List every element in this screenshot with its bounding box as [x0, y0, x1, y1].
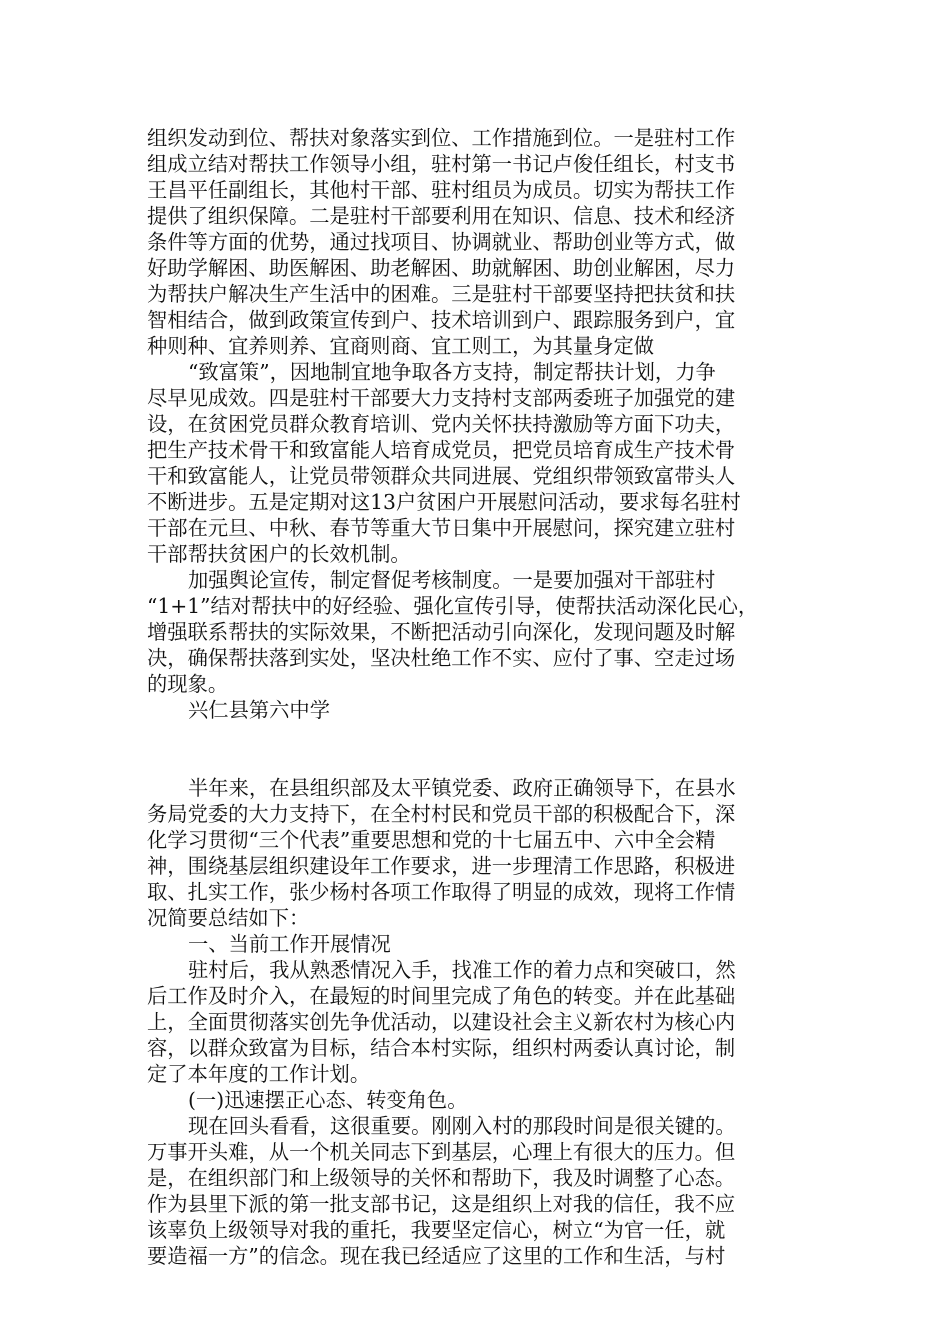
text-line: 加强舆论宣传，制定督促考核制度。一是要加强对干部驻村: [188, 568, 716, 592]
text-line: 定了本年度的工作计划。: [147, 1062, 371, 1086]
text-line: 把生产技术骨干和致富能人培育成党员，把党员培育成生产技术骨: [147, 438, 736, 462]
text-line: 种则种、宜养则养、宜商则商、宜工则工，为其量身定做: [147, 334, 655, 358]
text-line: 该辜负上级领导对我的重托，我要坚定信心，树立“为官一任，就: [147, 1218, 726, 1242]
text-line: 况简要总结如下：: [147, 906, 310, 930]
text-line: “1+1”结对帮扶中的好经验、强化宣传引导，使帮扶活动深化民心，: [147, 594, 759, 618]
text-line: 半年来，在县组织部及太平镇党委、政府正确领导下，在县水: [188, 776, 736, 800]
text-line: 作为县里下派的第一批支部书记，这是组织上对我的信任，我不应: [147, 1192, 736, 1216]
text-line: 提供了组织保障。二是驻村干部要利用在知识、信息、技术和经济: [147, 204, 736, 228]
text-line: 组成立结对帮扶工作领导小组，驻村第一书记卢俊任组长，村支书: [147, 152, 736, 176]
text-line: 化学习贯彻“三个代表”重要思想和党的十七届五中、六中全会精: [147, 828, 716, 852]
text-line: 设，在贫困党员群众教育培训、党内关怀扶持激励等方面下功夫，: [147, 412, 736, 436]
text-line: 后工作及时介入，在最短的时间里完成了角色的转变。并在此基础: [147, 984, 736, 1008]
school-name: 兴仁县第六中学: [188, 698, 330, 722]
text-line: 现在回头看看，这很重要。刚刚入村的那段时间是很关键的。: [188, 1114, 736, 1138]
text-line: 是，在组织部门和上级领导的关怀和帮助下，我及时调整了心态。: [147, 1166, 736, 1190]
text-line: 组织发动到位、帮扶对象落实到位、工作措施到位。一是驻村工作: [147, 126, 736, 150]
text-line: 干部帮扶贫困户的长效机制。: [147, 542, 411, 566]
text-line: 要造福一方”的信念。现在我已经适应了这里的工作和生活，与村: [147, 1244, 726, 1268]
text-line: 神，围绕基层组织建设年工作要求，进一步理清工作思路，积极进: [147, 854, 736, 878]
section-heading: 一、当前工作开展情况: [188, 932, 391, 956]
text-line: 取、扎实工作，张少杨村各项工作取得了明显的成效，现将工作情: [147, 880, 736, 904]
text-line: 容，以群众致富为目标，结合本村实际，组织村两委认真讨论，制: [147, 1036, 736, 1060]
text-line: 王昌平任副组长，其他村干部、驻村组员为成员。切实为帮扶工作: [147, 178, 736, 202]
text-line: 为帮扶户解决生产生活中的困难。三是驻村干部要坚持把扶贫和扶: [147, 282, 736, 306]
text-line: 干部在元旦、中秋、春节等重大节日集中开展慰问，探究建立驻村: [147, 516, 736, 540]
text-line: 上，全面贯彻落实创先争优活动，以建设社会主义新农村为核心内: [147, 1010, 736, 1034]
text-line: 智相结合，做到政策宣传到户、技术培训到户、跟踪服务到户，宜: [147, 308, 736, 332]
text-line: 尽早见成效。四是驻村干部要大力支持村支部两委班子加强党的建: [147, 386, 736, 410]
text-line: 驻村后，我从熟悉情况入手，找准工作的着力点和突破口，然: [188, 958, 736, 982]
text-line: 的现象。: [147, 672, 229, 696]
text-line: 干和致富能人，让党员带领群众共同进展、党组织带领致富带头人: [147, 464, 736, 488]
text-line: 务局党委的大力支持下，在全村村民和党员干部的积极配合下，深: [147, 802, 736, 826]
text-line: 条件等方面的优势，通过找项目、协调就业、帮助创业等方式，做: [147, 230, 736, 254]
text-line: 万事开头难，从一个机关同志下到基层，心理上有很大的压力。但: [147, 1140, 736, 1164]
text-line: “致富策”，因地制宜地争取各方支持，制定帮扶计划，力争: [188, 360, 716, 384]
text-line: 不断进步。五是定期对这13户贫困户开展慰问活动，要求每名驻村: [147, 490, 741, 514]
text-line: 决，确保帮扶落到实处，坚决杜绝工作不实、应付了事、空走过场: [147, 646, 736, 670]
text-line: 增强联系帮扶的实际效果，不断把活动引向深化，发现问题及时解: [147, 620, 736, 644]
text-line: 好助学解困、助医解困、助老解困、助就解困、助创业解困，尽力: [147, 256, 736, 280]
subsection-heading: (一)迅速摆正心态、转变角色。: [188, 1088, 468, 1112]
